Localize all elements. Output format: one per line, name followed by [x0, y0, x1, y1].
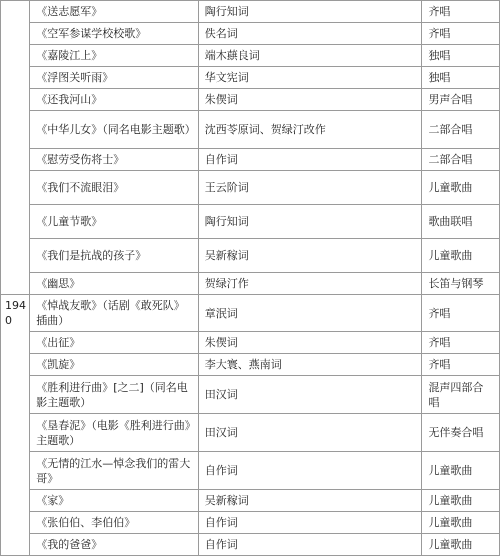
- table-row: [1, 45, 500, 67]
- lyricist-cell: 朱偰词: [198, 332, 422, 354]
- song-title-cell: 《送志愿军》: [30, 1, 199, 23]
- performance-form-cell: 儿童歌曲: [422, 490, 500, 512]
- lyricist-cell: 陶行知词: [198, 205, 422, 239]
- table-row: [1, 1, 500, 23]
- performance-form-cell: 齐唱: [422, 354, 500, 376]
- song-title-cell: 《空军参谋学校校歌》: [30, 23, 199, 45]
- table-row: [1, 89, 500, 111]
- table-row: [1, 452, 500, 490]
- song-title-cell: 《胜利进行曲》[之二]（同名电影主题歌）: [30, 376, 199, 414]
- song-title-cell: 《张伯伯、李伯伯》: [30, 512, 199, 534]
- performance-form-cell: 儿童歌曲: [422, 512, 500, 534]
- lyricist-cell: 田汉词: [198, 414, 422, 452]
- table-row: [1, 23, 500, 45]
- lyricist-cell: 贺绿汀作: [198, 273, 422, 295]
- lyricist-cell: 吴新稼词: [198, 490, 422, 512]
- performance-form-cell: 长笛与钢琴: [422, 273, 500, 295]
- performance-form-cell: 二部合唱: [422, 149, 500, 171]
- performance-form-cell: 齐唱: [422, 332, 500, 354]
- lyricist-cell: 朱偰词: [198, 89, 422, 111]
- lyricist-cell: 自作词: [198, 149, 422, 171]
- song-title-cell: 《中华儿女》（同名电影主题歌）: [30, 111, 199, 149]
- song-title-cell: 《幽思》: [30, 273, 199, 295]
- lyricist-cell: 自作词: [198, 512, 422, 534]
- performance-form-cell: 独唱: [422, 45, 500, 67]
- song-title-cell: 《我们是抗战的孩子》: [30, 239, 199, 273]
- table-row: [1, 273, 500, 295]
- table-row: [1, 414, 500, 452]
- lyricist-cell: 李大寰、燕南词: [198, 354, 422, 376]
- lyricist-cell: 自作词: [198, 534, 422, 556]
- song-title-cell: 《无情的江水—悼念我们的雷大哥》: [30, 452, 199, 490]
- lyricist-cell: 田汉词: [198, 376, 422, 414]
- song-title-cell: 《浮图关听雨》: [30, 67, 199, 89]
- performance-form-cell: 无伴奏合唱: [422, 414, 500, 452]
- works-table-body: [1, 1, 500, 556]
- lyricist-cell: 沈西苓原词、贺绿汀改作: [198, 111, 422, 149]
- performance-form-cell: 歌曲联唱: [422, 205, 500, 239]
- lyricist-cell: 章泯词: [198, 295, 422, 332]
- lyricist-cell: 华文宪词: [198, 67, 422, 89]
- table-row: [1, 149, 500, 171]
- performance-form-cell: 儿童歌曲: [422, 534, 500, 556]
- song-title-cell: 《垦春泥》（电影《胜利进行曲》主题歌）: [30, 414, 199, 452]
- year-cell: 1940: [1, 295, 30, 556]
- performance-form-cell: 混声四部合唱: [422, 376, 500, 414]
- song-title-cell: 《我们不流眼泪》: [30, 171, 199, 205]
- lyricist-cell: 佚名词: [198, 23, 422, 45]
- table-row: [1, 171, 500, 205]
- table-row: [1, 111, 500, 149]
- performance-form-cell: 儿童歌曲: [422, 452, 500, 490]
- song-title-cell: 《我的爸爸》: [30, 534, 199, 556]
- performance-form-cell: 齐唱: [422, 23, 500, 45]
- performance-form-cell: 儿童歌曲: [422, 171, 500, 205]
- lyricist-cell: 吴新稼词: [198, 239, 422, 273]
- lyricist-cell: 端木蕻良词: [198, 45, 422, 67]
- performance-form-cell: 男声合唱: [422, 89, 500, 111]
- song-title-cell: 《凯旋》: [30, 354, 199, 376]
- table-row: [1, 490, 500, 512]
- table-row: [1, 295, 500, 332]
- song-title-cell: 《嘉陵江上》: [30, 45, 199, 67]
- performance-form-cell: 二部合唱: [422, 111, 500, 149]
- year-cell: [1, 1, 30, 295]
- table-row: [1, 332, 500, 354]
- table-row: [1, 205, 500, 239]
- performance-form-cell: 齐唱: [422, 295, 500, 332]
- song-title-cell: 《还我河山》: [30, 89, 199, 111]
- table-row: [1, 67, 500, 89]
- lyricist-cell: 自作词: [198, 452, 422, 490]
- table-row: [1, 534, 500, 556]
- lyricist-cell: 陶行知词: [198, 1, 422, 23]
- song-title-cell: 《悼战友歌》（话剧《敢死队》插曲）: [30, 295, 199, 332]
- performance-form-cell: 儿童歌曲: [422, 239, 500, 273]
- table-row: [1, 512, 500, 534]
- table-row: [1, 376, 500, 414]
- song-title-cell: 《慰劳受伤将士》: [30, 149, 199, 171]
- song-title-cell: 《儿童节歌》: [30, 205, 199, 239]
- song-title-cell: 《出征》: [30, 332, 199, 354]
- performance-form-cell: 齐唱: [422, 1, 500, 23]
- table-row: [1, 239, 500, 273]
- lyricist-cell: 王云阶词: [198, 171, 422, 205]
- song-title-cell: 《家》: [30, 490, 199, 512]
- performance-form-cell: 独唱: [422, 67, 500, 89]
- table-row: [1, 354, 500, 376]
